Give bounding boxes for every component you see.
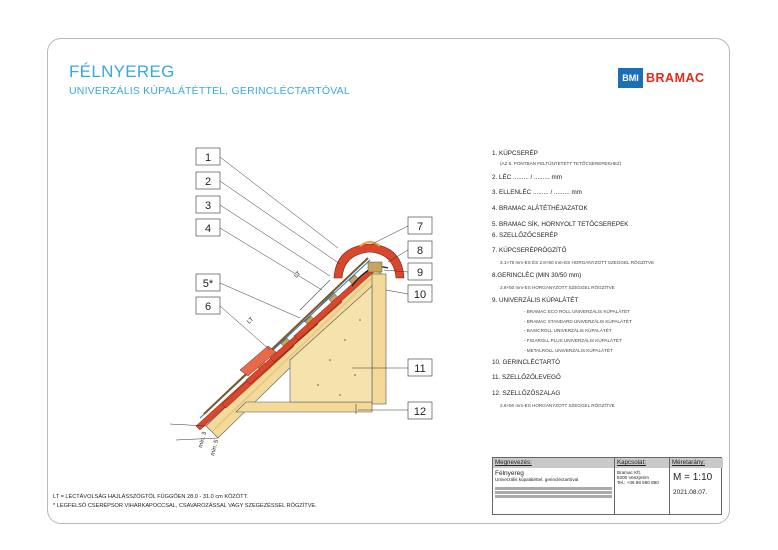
min-5-label: min. 5 [210,439,221,457]
drawing-date: 2021.08.07. [673,489,708,496]
bramac-wordmark: BRAMAC [646,71,705,85]
legend-item: 1. KÚPCSERÉP [492,150,538,157]
lt-dimension-label: LT [293,270,303,280]
legend-sub: (AZ 5. PONTBAN FELTÜNTETETT TETŐCSEREPEKHEZ) [500,160,622,166]
scale-header: Méretarány: [670,458,723,468]
legend-item: 3. ELLENLÉC ......... / ......... mm [492,189,582,197]
page-subtitle: UNIVERZÁLIS KÚPALÁTÉTTEL, GERINCLÉCTARTÓVAL [69,85,350,97]
drawing-name-sub: Univerzális kúpalátéttel, gerincléctartóval [495,477,579,482]
contact-line: 8200 Veszprém [617,475,649,480]
legend-sub: - BASICROLL UNIVERZÁLIS KÚPALÁTÉT [524,328,612,334]
footnote-lt: LT = LÉCTÁVOLSÁG HAJLÁSSZÖGTŐL FÜGGŐEN 28.0 - 31.0 cm KÖZÖTT. [53,494,248,500]
legend-item: 9. UNIVERZÁLIS KÚPALÁTÉT [492,297,579,305]
drawing-name: Félnyereg [495,470,524,477]
title-block-name-column [493,458,615,514]
callout-7: 7 [416,221,424,233]
fine-print-line [495,487,612,490]
contact-line: Tel.: +36 88 590 890 [617,480,659,485]
callout-1: 1 [204,152,212,164]
legend-sub: - FIGAROLL PLUS UNIVERZÁLIS KÚPALÁTÉT [524,338,622,344]
legend-item: 6. SZELLŐZŐCSERÉP [492,232,558,240]
lt-dimension-label: LT [246,316,256,326]
callout-10: 10 [413,289,427,301]
legend-item: 12. SZELLŐZŐSZALAG [492,390,561,398]
fine-print-line [495,491,612,494]
callout-9: 9 [416,267,424,279]
legend-item: 4. BRAMAC ALÁTÉTHÉJAZATOK [492,205,588,213]
ridge-batten-holder [372,274,386,404]
legend-item: 2. LÉC ......... / ......... mm [492,173,562,181]
callout-6: 6 [204,301,212,313]
legend-sub: 2.8×50 mm-ES HORGANYZOTT SZEGGEL RÖGZÍTVE [500,403,615,409]
legend-item: 7. KÚPCSERÉPRÖGZÍTŐ [492,246,567,254]
title-block-contact-column [615,458,670,514]
contact-line: Bramac Kft. [617,470,641,475]
legend [492,150,692,409]
legend-sub: - METALROLL UNIVERZÁLIS KÚPALÁTÉT [524,347,613,353]
legend-sub: 2.8×50 mm-ES HORGANYZOTT SZEGGEL RÖGZÍTVE [500,285,615,291]
title-block-scale-column [670,458,723,514]
legend-sub: - BRAMAC STANDARD UNIVERZÁLIS KÚPALÁTÉT [524,318,632,324]
callout-8: 8 [416,245,424,257]
title-block [492,457,722,515]
callout-5: 5* [202,278,214,290]
callout-11: 11 [414,363,426,375]
callout-3: 3 [204,200,212,212]
contact-header: Kapcsolat: [615,458,669,468]
callout-2: 2 [204,176,212,188]
legend-item: 5. BRAMAC SÍK, HORNYOLT TETŐCSEREPEK [492,221,629,229]
fine-print-line [495,495,612,498]
page-title: FÉLNYEREG [69,62,175,81]
scale-value: M = 1:10 [673,472,713,483]
bmi-logo-mark: BMI [618,68,643,88]
callout-4: 4 [204,223,212,235]
min-3-label: min. 3 [198,431,209,449]
ridge-batten [368,262,382,272]
legend-item: 8.GERINCLÉC (MIN 30/50 mm) [492,272,582,280]
callout-12: 12 [413,406,427,418]
footnote-top-row: * LEGFELSŐ CSERÉPSOR VIHARKAPOCCSAL, CSAVAROZÁSSAL VAGY SZEGEZÉSSEL RÖGZÍTVE. [53,502,317,509]
legend-sub: 3.1×75 mm-ES ÉS 2.8×50 mm-ES HORGANYZOTT SZEGGEL RÖGZÍTVE [500,259,655,265]
legend-sub: - BRAMAC ECO ROLL UNIVERZÁLIS KÚPALÁTÉT [524,308,630,314]
legend-item: 11. SZELLŐZŐLEVEGŐ [492,374,561,382]
legend-item: 10. GERINCLÉCTARTÓ [492,358,560,366]
name-header: Megnevezés: [493,458,614,468]
footnotes [53,493,317,510]
timber-wall-block [236,402,372,412]
